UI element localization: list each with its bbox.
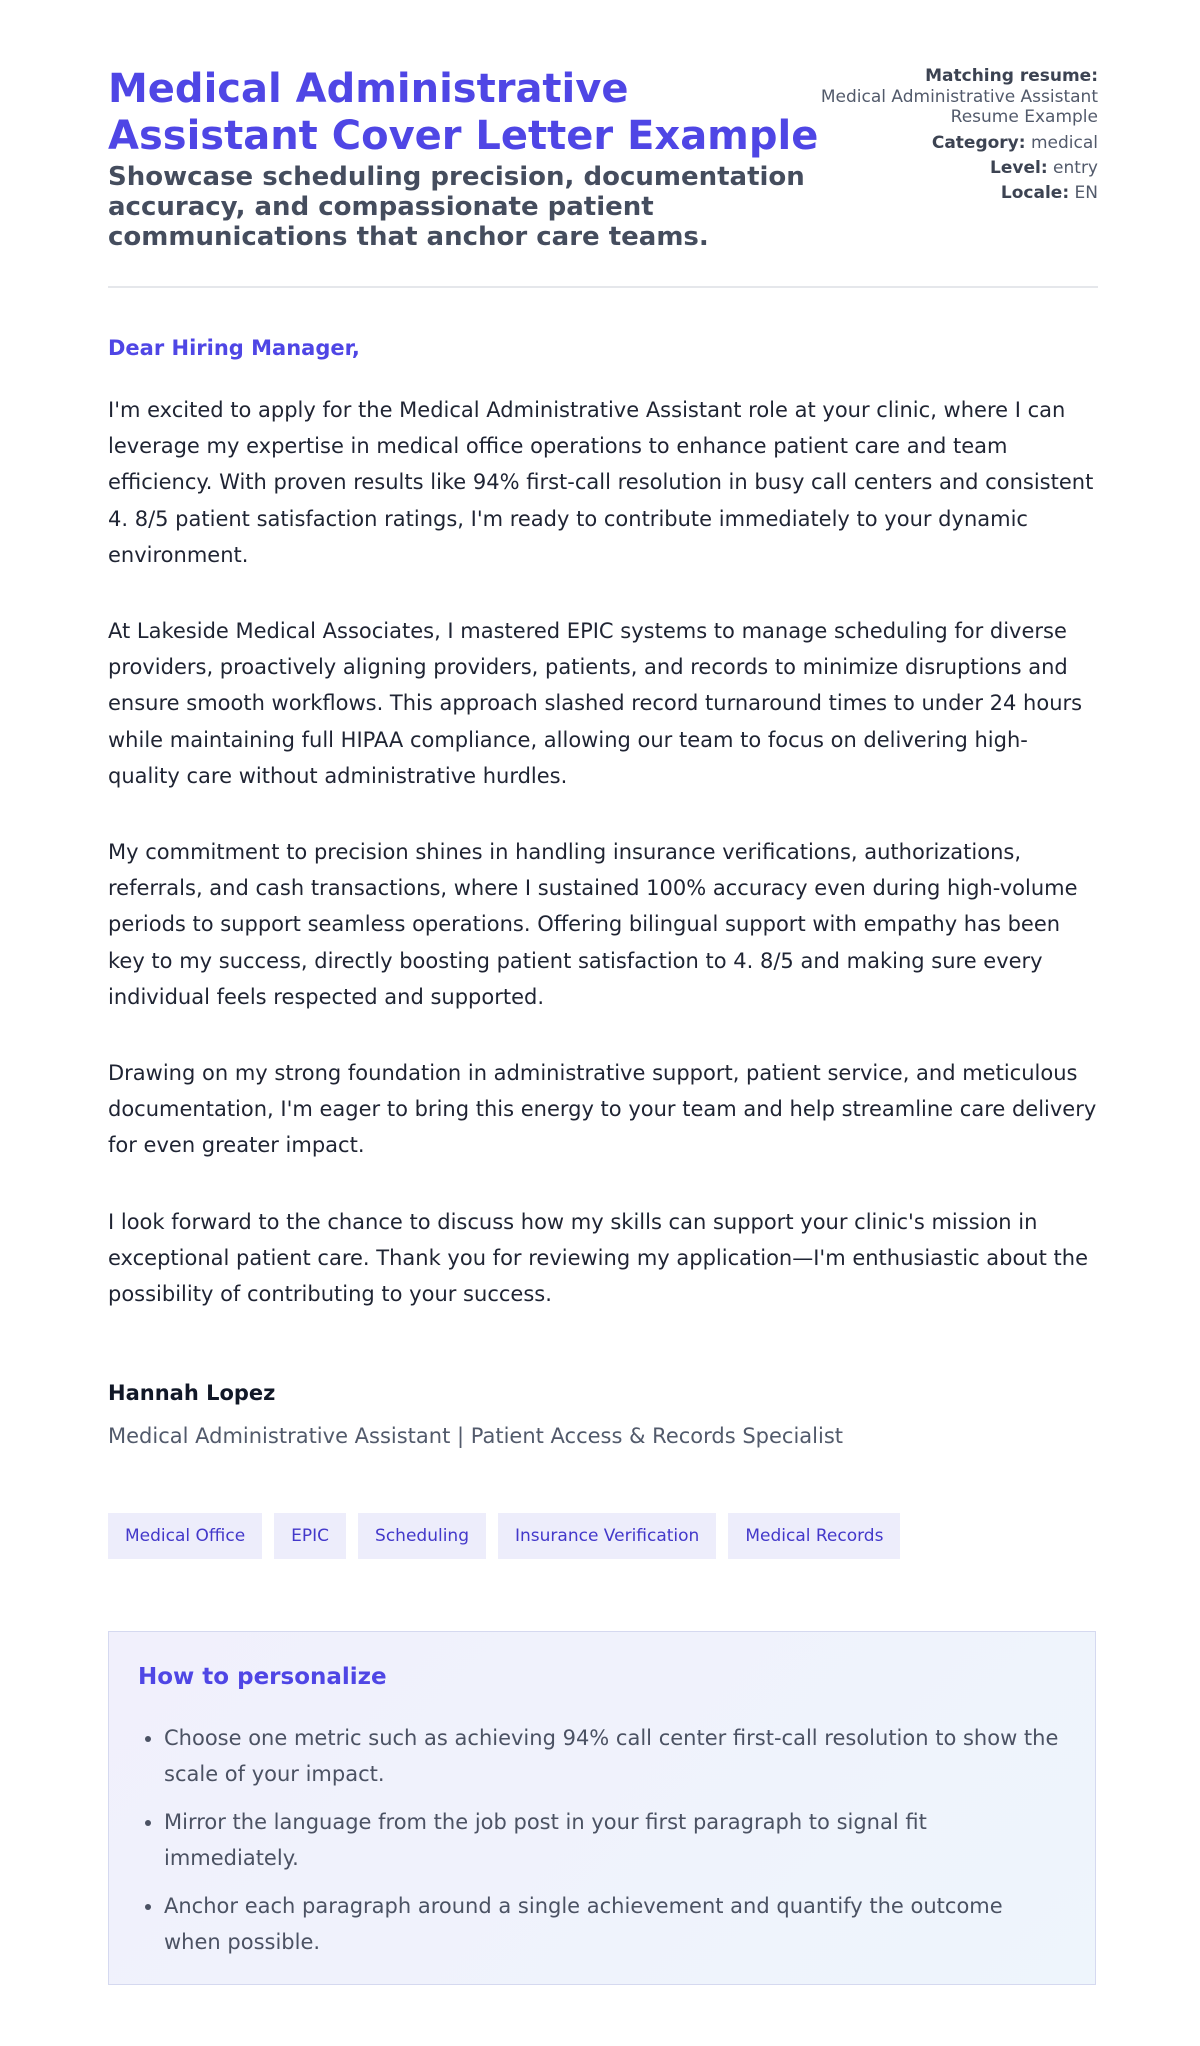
meta-category-label: Category: [931,133,1026,153]
tips-title: How to personalize [138,1664,387,1690]
cover-letter-page [108,0,1098,1954]
tip-item: • Mirror the language from the job post in your first paragraph to signal fit immediately. [164,1804,1064,1876]
skill-tag: EPIC [274,1513,346,1559]
letter-greeting: Dear Hiring Manager, [108,336,360,360]
tip-item: • Choose one metric such as achieving 94% call center first-call resolution to show the scale of your impact. [164,1720,1064,1792]
signature-role: Medical Administrative Assistant | Patient Access & Records Specialist [108,1424,844,1448]
page-title: Medical Administrative Assistant Cover Letter Example [108,66,819,159]
page-subtitle: Showcase scheduling precision, documentation accuracy, and compassionate patient communications that anchor care teams. [108,162,805,252]
meta-locale-value: EN [1074,183,1098,203]
letter-paragraph: Drawing on my strong foundation in administrative support, patient service, and meticulous documentation, I'm eager to bring this energy to your team and help streamline care delivery for even greater impact. [108,1061,1097,1158]
tip-item: • Anchor each paragraph around a single achievement and quantify the outcome when possible. [164,1888,1064,1960]
skill-tags [108,1513,900,1559]
meta-level [798,158,1098,179]
letter-paragraph: At Lakeside Medical Associates, I mastered EPIC systems to manage scheduling for diverse providers, proactively aligning providers, patients, and records to minimize disruptions and ensure smooth workflows. This approach slashed record turnaround times to under 24 hours while maintaining full HIPAA compliance, allowing our team to focus on delivering high-quality care without administrative hurdles. [108,619,1083,788]
meta-category-value: medical [1030,133,1098,153]
meta-level-label: Level: [990,158,1048,178]
letter-paragraph: I look forward to the chance to discuss how my skills can support your clinic's mission in exceptional patient care. Thank you for reviewing my application—I'm enthusiastic about the possibility of contributing to your success. [108,1209,1089,1307]
letter-paragraph: My commitment to precision shines in handling insurance verifications, authorizations, referrals, and cash transactions, where I sustained 100% accuracy even during high-volume periods to support seamless operations. Offering bilingual support with empathy has been key to my success, directly boosting patient satisfaction to 4. 8/5 and making sure every individual feels respected and supported. [108,840,1078,1009]
skill-tag: Scheduling [358,1513,486,1559]
personalize-tips-box [108,1631,1096,1985]
meta-matching-resume-link[interactable]: Medical Administrative Assistant Resume Example [820,87,1098,127]
meta-category [798,133,1098,154]
meta-matching-resume [798,66,1098,127]
skill-tag: Insurance Verification [498,1513,716,1559]
meta-locale-label: Locale: [1000,183,1070,203]
letter-body [108,392,1098,1352]
letter-paragraph: I'm excited to apply for the Medical Administrative Assistant role at your clinic, where I can leverage my expertise in medical office operations to enhance patient care and team efficiency. With proven results like 94% first-call resolution in busy call centers and consistent 4. 8/5 patient satisfaction ratings, I'm ready to contribute immediately to your dynamic environment. [108,398,1094,567]
page-header [108,0,1098,288]
skill-tag: Medical Office [108,1513,262,1559]
resume-meta [798,66,1098,208]
meta-locale [798,183,1098,204]
skill-tag: Medical Records [728,1513,900,1559]
tips-list [138,1720,1064,1972]
signature-name: Hannah Lopez [108,1381,276,1405]
meta-matching-resume-label: Matching resume: [925,66,1098,86]
meta-level-value: entry [1053,158,1098,178]
